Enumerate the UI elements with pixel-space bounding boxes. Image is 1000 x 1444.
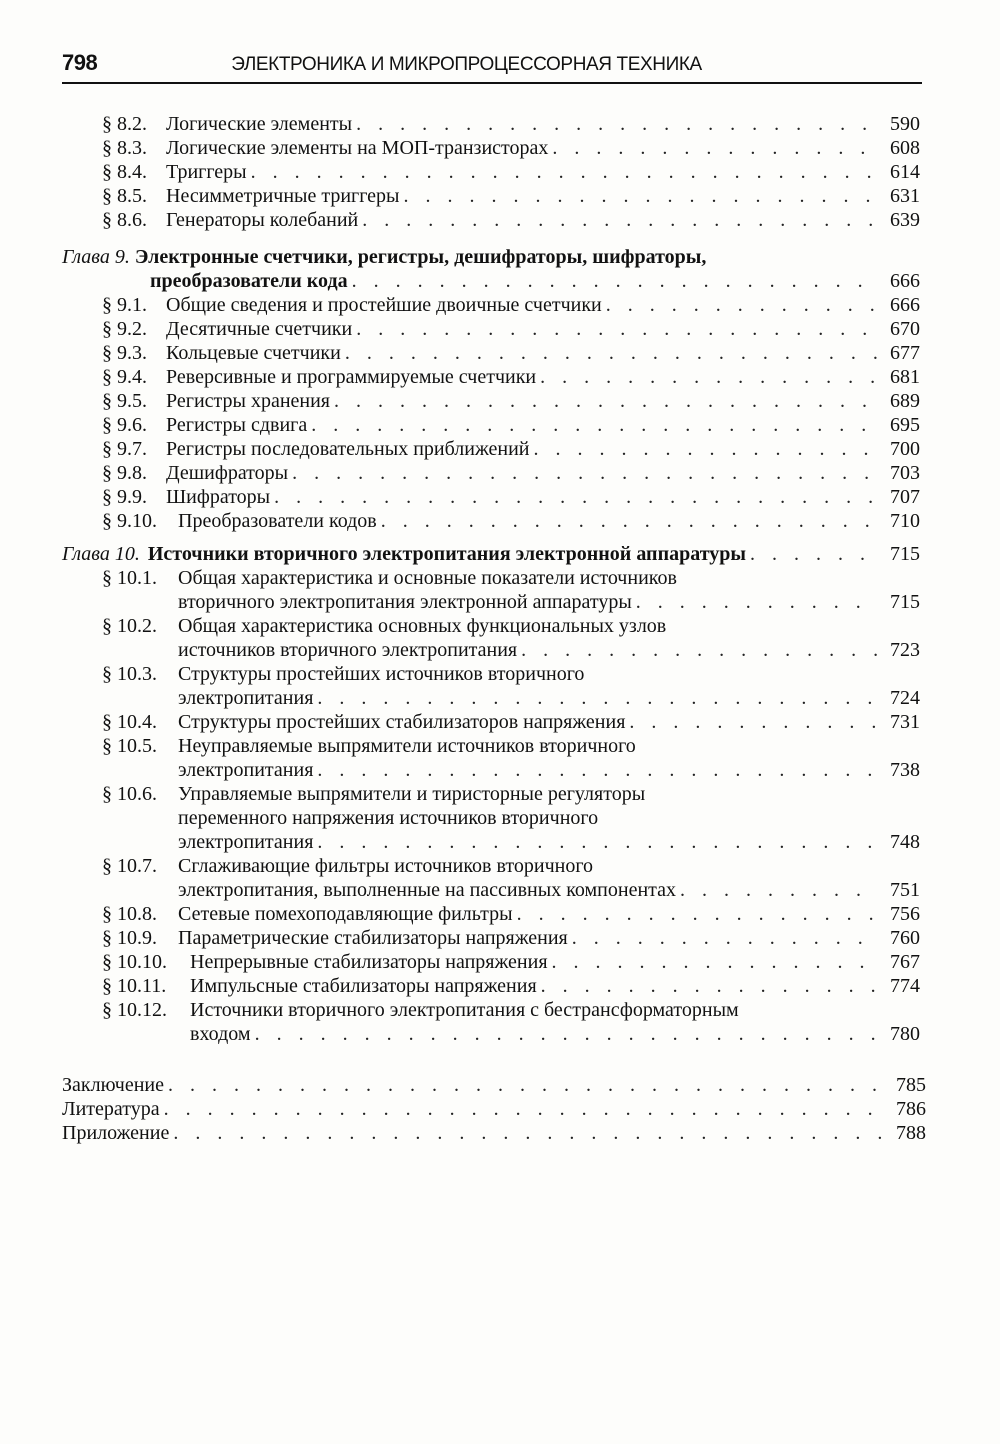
page-ref: 780 xyxy=(890,1023,920,1045)
section-title: Импульсные стабилизаторы напряжения xyxy=(190,975,537,997)
chapter-9-heading-line2[interactable] xyxy=(150,269,920,293)
page-ref: 703 xyxy=(890,462,920,484)
toc-entry-10-12-line2[interactable] xyxy=(190,1022,920,1046)
dot-leader xyxy=(552,136,878,160)
dot-leader xyxy=(317,830,878,854)
section-title: Кольцевые счетчики xyxy=(166,342,341,364)
page-ref: 614 xyxy=(890,161,920,183)
section-number: § 9.9. xyxy=(102,486,147,508)
section-number: § 8.3. xyxy=(102,137,147,159)
section-number: § 10.7. xyxy=(102,855,157,877)
dot-leader xyxy=(534,437,879,461)
section-title: Параметрические стабилизаторы напряжения xyxy=(178,927,568,949)
dot-leader xyxy=(352,269,878,293)
dot-leader xyxy=(521,638,878,662)
toc-entry-10-4[interactable] xyxy=(102,710,920,734)
section-title: электропитания xyxy=(178,759,314,781)
toc-entry-9-1[interactable] xyxy=(102,293,920,317)
page-ref: 788 xyxy=(896,1122,926,1144)
page-ref: 785 xyxy=(896,1074,926,1096)
dot-leader xyxy=(356,317,878,341)
dot-leader xyxy=(356,112,878,136)
page-ref: 786 xyxy=(896,1098,926,1120)
section-number: § 9.1. xyxy=(102,294,147,316)
dot-leader xyxy=(680,878,878,902)
dot-leader xyxy=(540,365,878,389)
chapter-title: Источники вторичного электропитания электронной аппаратуры xyxy=(147,543,747,565)
section-title: электропитания, выполненные на пассивных компонентах xyxy=(178,879,677,901)
page-ref: 695 xyxy=(890,414,920,436)
section-number: § 10.5. xyxy=(102,735,157,757)
section-number: § 8.6. xyxy=(102,209,147,231)
section-number: § 10.2. xyxy=(102,615,157,637)
toc-entry-9-8[interactable] xyxy=(102,461,920,485)
page-ref: 689 xyxy=(890,390,920,412)
section-number: § 8.4. xyxy=(102,161,147,183)
toc-entry-10-1-line2[interactable] xyxy=(178,590,920,614)
section-title: Триггеры xyxy=(166,161,247,183)
toc-entry-10-2-line1[interactable] xyxy=(102,614,666,638)
page-ref: 748 xyxy=(890,831,920,853)
toc-entry-10-5-line2[interactable] xyxy=(178,758,920,782)
section-title: Логические элементы xyxy=(166,113,353,135)
section-title: Структуры простейших стабилизаторов напряжения xyxy=(178,711,626,733)
toc-entry-10-6-line3[interactable] xyxy=(178,830,920,854)
section-title: Преобразователи кодов xyxy=(178,510,377,532)
page-ref: 751 xyxy=(890,879,920,901)
page-ref: 724 xyxy=(890,687,920,709)
page-header xyxy=(62,50,922,84)
dot-leader xyxy=(636,590,878,614)
section-number: § 10.11. xyxy=(102,975,167,997)
section-title: источников вторичного электропитания xyxy=(178,639,518,661)
dot-leader xyxy=(292,461,878,485)
page-number: 798 xyxy=(62,50,98,75)
page-ref: 710 xyxy=(890,510,920,532)
toc-entry-10-10[interactable] xyxy=(102,950,920,974)
section-title: вторичного электропитания электронной аппаратуры xyxy=(178,591,632,613)
toc-entry-10-3-line1[interactable] xyxy=(102,662,584,686)
toc-entry-9-3[interactable] xyxy=(102,341,920,365)
toc-entry-9-4[interactable] xyxy=(102,365,920,389)
toc-entry-appendix[interactable] xyxy=(62,1121,926,1145)
section-title: Регистры последовательных приближений xyxy=(166,438,530,460)
section-title: Общая характеристика и основные показатели источников xyxy=(178,567,677,589)
toc-entry-9-5[interactable] xyxy=(102,389,920,413)
page-ref: 670 xyxy=(890,318,920,340)
page-ref: 608 xyxy=(890,137,920,159)
section-title: Структуры простейших источников вторичного xyxy=(178,663,585,685)
section-title: Источники вторичного электропитания с бестрансформаторным xyxy=(190,999,739,1021)
page-ref: 774 xyxy=(890,975,920,997)
toc-entry-10-11[interactable] xyxy=(102,974,920,998)
page-ref: 631 xyxy=(890,185,920,207)
dot-leader xyxy=(334,389,878,413)
section-title: Общая характеристика основных функциональных узлов xyxy=(178,615,667,637)
dot-leader xyxy=(517,902,878,926)
page-ref: 760 xyxy=(890,927,920,949)
page-ref: 590 xyxy=(890,113,920,135)
toc-entry-8-5[interactable] xyxy=(102,184,920,208)
toc-entry-10-8[interactable] xyxy=(102,902,920,926)
entry-title: Приложение xyxy=(62,1122,170,1144)
section-title: Сглаживающие фильтры источников вторичного xyxy=(178,855,594,877)
section-number: § 10.10. xyxy=(102,951,167,973)
section-title: электропитания xyxy=(178,831,314,853)
section-number: § 9.2. xyxy=(102,318,147,340)
chapter-label: Глава 9. xyxy=(62,246,130,268)
dot-leader xyxy=(317,686,878,710)
dot-leader xyxy=(255,1022,878,1046)
page-ref: 723 xyxy=(890,639,920,661)
toc-entry-8-3[interactable] xyxy=(102,136,920,160)
dot-leader xyxy=(629,710,878,734)
page-ref: 738 xyxy=(890,759,920,781)
toc-entry-10-12-line1[interactable] xyxy=(102,998,739,1022)
page-ref: 666 xyxy=(890,294,920,316)
chapter-title-line1: Электронные счетчики, регистры, дешифраторы, шифраторы, xyxy=(134,246,707,268)
page-ref: 756 xyxy=(890,903,920,925)
chapter-9-heading[interactable] xyxy=(62,245,706,269)
section-number: § 9.8. xyxy=(102,462,147,484)
section-title: Сетевые помехоподавляющие фильтры xyxy=(178,903,513,925)
toc-entry-9-6[interactable] xyxy=(102,413,920,437)
chapter-title-line2: преобразователи кода xyxy=(150,270,348,292)
toc-entry-8-6[interactable] xyxy=(102,208,920,232)
page-ref: 639 xyxy=(890,209,920,231)
section-number: § 9.5. xyxy=(102,390,147,412)
section-title: Десятичные счетчики xyxy=(166,318,353,340)
toc-entry-10-6-line2[interactable] xyxy=(178,806,598,830)
page-ref: 666 xyxy=(890,270,920,292)
section-number: § 10.12. xyxy=(102,999,167,1021)
toc-entry-10-5-line1[interactable] xyxy=(102,734,636,758)
page-ref: 715 xyxy=(890,543,920,565)
dot-leader xyxy=(164,1097,884,1121)
toc-entry-10-6-line1[interactable] xyxy=(102,782,645,806)
section-title: Логические элементы на МОП-транзисторах xyxy=(166,137,549,159)
dot-leader xyxy=(606,293,878,317)
page-ref: 715 xyxy=(890,591,920,613)
section-title: Общие сведения и простейшие двоичные счетчики xyxy=(166,294,602,316)
section-title: электропитания xyxy=(178,687,314,709)
section-title: входом xyxy=(190,1023,251,1045)
toc-entry-10-3-line2[interactable] xyxy=(178,686,920,710)
toc-entry-8-4[interactable] xyxy=(102,160,920,184)
section-number: § 10.4. xyxy=(102,711,157,733)
section-number: § 9.10. xyxy=(102,510,157,532)
dot-leader xyxy=(173,1121,884,1145)
chapter-label: Глава 10. xyxy=(62,543,140,565)
section-title: Несимметричные триггеры xyxy=(166,185,400,207)
page-ref: 731 xyxy=(890,711,920,733)
section-number: § 9.7. xyxy=(102,438,147,460)
section-number: § 8.5. xyxy=(102,185,147,207)
section-number: § 10.3. xyxy=(102,663,157,685)
section-title: Дешифраторы xyxy=(166,462,289,484)
dot-leader xyxy=(317,758,878,782)
section-title: Реверсивные и программируемые счетчики xyxy=(166,366,537,388)
toc-entry-10-9[interactable] xyxy=(102,926,920,950)
toc-entry-9-2[interactable] xyxy=(102,317,920,341)
entry-title: Литература xyxy=(62,1098,160,1120)
section-number: § 10.8. xyxy=(102,903,157,925)
dot-leader xyxy=(251,160,878,184)
dot-leader xyxy=(541,974,878,998)
page-ref: 700 xyxy=(890,438,920,460)
section-number: § 9.4. xyxy=(102,366,147,388)
dot-leader xyxy=(572,926,878,950)
page-ref: 707 xyxy=(890,486,920,508)
dot-leader xyxy=(362,208,878,232)
toc-entry-10-2-line2[interactable] xyxy=(178,638,920,662)
page-ref: 677 xyxy=(890,342,920,364)
page-ref: 681 xyxy=(890,366,920,388)
toc-entry-9-9[interactable] xyxy=(102,485,920,509)
dot-leader xyxy=(750,542,878,566)
toc-entry-literature[interactable] xyxy=(62,1097,926,1121)
running-title: ЭЛЕКТРОНИКА И МИКРОПРОЦЕССОРНАЯ ТЕХНИКА xyxy=(231,54,702,75)
toc-entry-conclusion[interactable] xyxy=(62,1073,926,1097)
section-number: § 10.6. xyxy=(102,783,157,805)
section-title: Регистры хранения xyxy=(166,390,331,412)
dot-leader xyxy=(345,341,878,365)
section-title: Регистры сдвига xyxy=(166,414,308,436)
entry-title: Заключение xyxy=(62,1074,164,1096)
section-title: Управляемые выпрямители и тиристорные регуляторы xyxy=(178,783,646,805)
toc-entry-9-7[interactable] xyxy=(102,437,920,461)
toc-entry-9-10[interactable] xyxy=(102,509,920,533)
toc-entry-10-1-line1[interactable] xyxy=(102,566,677,590)
dot-leader xyxy=(168,1073,884,1097)
section-number: § 8.2. xyxy=(102,113,147,135)
section-number: § 9.3. xyxy=(102,342,147,364)
section-title: Шифраторы xyxy=(166,486,271,508)
section-number: § 9.6. xyxy=(102,414,147,436)
section-number: § 10.9. xyxy=(102,927,157,949)
page-ref: 767 xyxy=(890,951,920,973)
toc-entry-10-7-line1[interactable] xyxy=(102,854,593,878)
dot-leader xyxy=(274,485,878,509)
section-title: переменного напряжения источников вторичного xyxy=(178,807,599,829)
dot-leader xyxy=(404,184,879,208)
dot-leader xyxy=(552,950,878,974)
section-title: Неуправляемые выпрямители источников вторичного xyxy=(178,735,636,757)
section-number: § 10.1. xyxy=(102,567,157,589)
section-title: Генераторы колебаний xyxy=(166,209,359,231)
toc-entry-8-2[interactable] xyxy=(102,112,920,136)
chapter-10-heading[interactable] xyxy=(62,542,920,566)
dot-leader xyxy=(311,413,878,437)
toc-entry-10-7-line2[interactable] xyxy=(178,878,920,902)
section-title: Непрерывные стабилизаторы напряжения xyxy=(190,951,548,973)
dot-leader xyxy=(381,509,878,533)
